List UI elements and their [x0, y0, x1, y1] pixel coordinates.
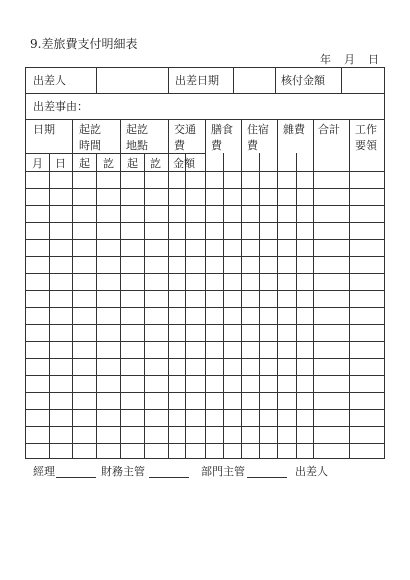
col-time-line1: 起訖 [79, 123, 101, 136]
date-day-label: 日 [368, 53, 379, 66]
purpose-label: 出差事由： [33, 100, 88, 113]
sub-place-end: 訖 [150, 157, 161, 170]
col-lodging-line2: 費 [247, 139, 258, 152]
approved-amount-field[interactable] [342, 68, 384, 93]
col-transport-line1: 交通 [174, 123, 196, 136]
sub-day: 日 [55, 157, 66, 170]
sub-amount: 金額 [173, 157, 195, 170]
col-work-line1: 工作 [355, 123, 377, 136]
col-place-line2: 地點 [126, 139, 148, 152]
sig-manager-label: 經理 [33, 465, 55, 478]
sub-place-start: 起 [127, 157, 138, 170]
col-meal-line2: 費 [211, 139, 222, 152]
sig-finance-label: 財務主管 [101, 465, 145, 478]
form-title: 9.差旅費支付明細表 [30, 37, 138, 51]
traveler-field[interactable] [97, 68, 167, 93]
col-meal-line1: 膳食 [211, 123, 233, 136]
date-year-label: 年 [320, 53, 331, 66]
purpose-field[interactable] [100, 94, 384, 119]
date-month-label: 月 [344, 53, 355, 66]
col-misc: 雜費 [283, 123, 305, 136]
trip-date-label: 出差日期 [175, 74, 219, 87]
sig-manager-line[interactable] [56, 477, 96, 478]
col-work-line2: 要領 [355, 139, 377, 152]
sub-time-start: 起 [79, 157, 90, 170]
sub-time-end: 訖 [103, 157, 114, 170]
trip-date-field[interactable] [234, 68, 274, 93]
sig-department-line[interactable] [247, 477, 287, 478]
col-time-line2: 時間 [79, 139, 101, 152]
col-transport-line2: 費 [174, 139, 185, 152]
traveler-label: 出差人 [33, 74, 66, 87]
col-total: 合計 [318, 123, 340, 136]
approved-amount-label: 核付金額 [281, 74, 325, 87]
sub-month: 月 [32, 157, 43, 170]
sig-department-label: 部門主管 [201, 465, 245, 478]
sig-finance-line[interactable] [149, 477, 189, 478]
col-lodging-line1: 住宿 [247, 123, 269, 136]
col-place-line1: 起訖 [126, 123, 148, 136]
sig-traveler-label: 出差人 [295, 465, 328, 478]
col-date: 日期 [33, 123, 55, 136]
